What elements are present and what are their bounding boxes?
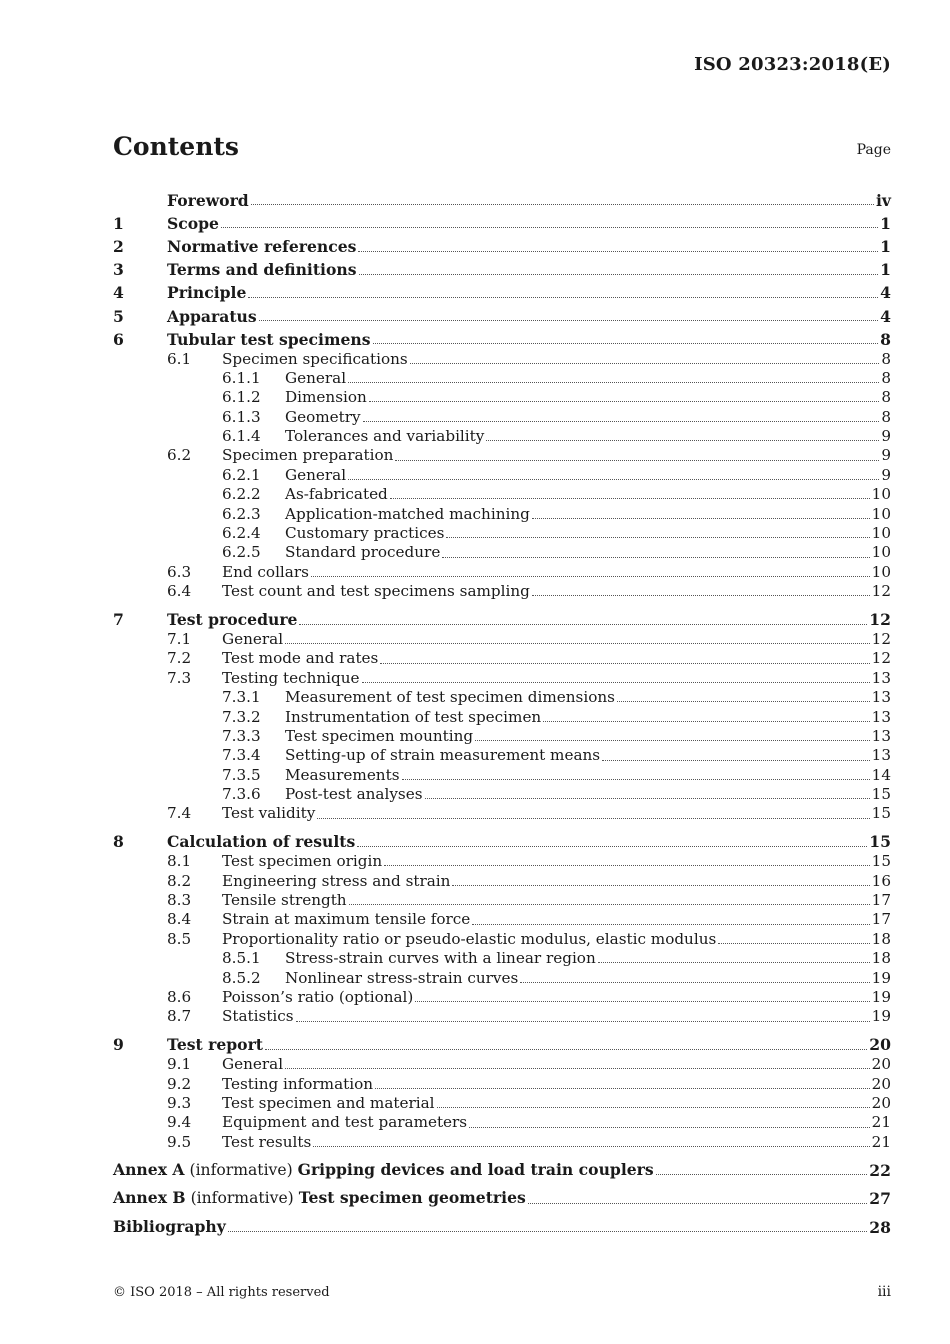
toc-entry[interactable] — [113, 522, 891, 541]
toc-entry[interactable] — [113, 764, 891, 783]
toc-entry-title: Test mode and rates — [222, 649, 379, 668]
toc-entry[interactable] — [113, 667, 891, 686]
dot-leader — [285, 1067, 870, 1069]
toc-entry-title: Test procedure — [167, 610, 298, 630]
toc-entry-title: Equipment and test parameters — [222, 1113, 468, 1132]
toc-entry-page: 15 — [871, 852, 891, 871]
toc-entry-number: 9.3 — [167, 1093, 192, 1112]
toc-entry-page: 13 — [871, 668, 891, 687]
toc-entry-title: Nonlinear stress-strain curves — [285, 968, 519, 987]
toc-entry[interactable] — [113, 367, 891, 386]
toc-entry-title: Test results — [222, 1132, 312, 1151]
toc-entry-page: 15 — [871, 785, 891, 804]
toc-entry-page: 14 — [871, 765, 891, 784]
toc-entry[interactable] — [113, 783, 891, 802]
toc-entry-title: General — [285, 465, 347, 484]
toc-entry[interactable] — [113, 1005, 891, 1024]
dot-leader — [285, 642, 870, 644]
toc-entry-title: Measurements — [285, 765, 400, 784]
dot-leader — [248, 296, 878, 298]
dot-leader — [718, 942, 869, 944]
toc-entry-page: 22 — [869, 1160, 891, 1180]
toc-entry-number: 6.1.2 — [222, 388, 261, 407]
dot-leader — [228, 1230, 868, 1232]
dot-leader — [437, 1106, 870, 1108]
dot-leader — [469, 1126, 870, 1128]
toc-entry-number: 4 — [113, 283, 124, 303]
toc-entry[interactable] — [113, 444, 891, 463]
dot-leader — [520, 981, 869, 983]
copyright-notice: © ISO 2018 – All rights reserved — [113, 1285, 330, 1300]
dot-leader — [348, 381, 879, 383]
toc-entry-number: 7.3.2 — [222, 707, 261, 726]
annex-note: (informative) — [184, 1160, 298, 1179]
toc-entry-page: 15 — [869, 832, 891, 852]
toc-entry[interactable] — [113, 580, 891, 599]
annex-title: Gripping devices and load train couplers — [297, 1159, 654, 1179]
toc-entry-page: 13 — [871, 707, 891, 726]
toc-entry-number: 8.2 — [167, 871, 192, 890]
toc-entry-title: Measurement of test specimen dimensions — [285, 688, 615, 707]
toc-entry-number: 8.6 — [167, 988, 192, 1006]
toc-entry-title — [113, 1190, 526, 1207]
toc-entry-number: 9.5 — [167, 1132, 192, 1151]
toc-entry-title: Tensile strength — [222, 891, 347, 910]
dot-leader — [358, 250, 878, 252]
annex-label: Annex A — [113, 1159, 185, 1179]
toc-entry[interactable] — [113, 822, 891, 850]
toc-entry-number: 9.2 — [167, 1074, 192, 1093]
toc-entry-page: 1 — [880, 260, 891, 280]
dot-leader — [452, 884, 869, 886]
toc-entry-number: 6 — [113, 329, 124, 349]
toc-entry[interactable] — [113, 725, 891, 744]
toc-entry-number: 7.1 — [167, 629, 192, 648]
toc-entry[interactable] — [113, 255, 891, 278]
toc-entry-page: 16 — [871, 871, 891, 890]
toc-entry-number: 7.3 — [167, 668, 192, 687]
toc-entry[interactable] — [113, 686, 891, 705]
toc-entry-number: 7.3.6 — [222, 785, 261, 804]
toc-entry-number: 8.5.1 — [222, 949, 261, 968]
dot-leader — [656, 1173, 868, 1175]
toc-entry-number: 6.1 — [167, 349, 192, 368]
toc-entry-page: 12 — [871, 582, 891, 601]
annex-title: Test specimen geometries — [298, 1188, 526, 1208]
toc-entry-number: 8.7 — [167, 1007, 192, 1026]
toc-entry-title: Test report — [167, 1035, 264, 1055]
toc-entry[interactable] — [113, 386, 891, 405]
toc-entry-page: 10 — [871, 562, 891, 581]
annex-label: Annex B — [113, 1188, 186, 1208]
toc-entry-number: 2 — [113, 236, 124, 256]
dot-leader — [311, 575, 870, 577]
toc-entry-page: 10 — [871, 485, 891, 504]
dot-leader — [446, 536, 869, 538]
toc-entry-number: 7.2 — [167, 649, 192, 668]
toc-entry[interactable] — [113, 483, 891, 502]
toc-entry[interactable] — [113, 185, 891, 208]
toc-entry-title: Foreword — [167, 190, 249, 210]
dot-leader — [313, 1145, 869, 1147]
page-column-label: Page — [856, 142, 891, 158]
toc-entry-title: Scope — [167, 213, 219, 233]
toc-entry-title: Tolerances and variability — [285, 427, 485, 446]
toc-entry[interactable] — [113, 1092, 891, 1111]
toc-entry-number: 9.1 — [167, 1055, 192, 1074]
toc-entry[interactable] — [113, 966, 891, 985]
toc-entry-number: 6.2.3 — [222, 504, 261, 523]
toc-entry[interactable] — [113, 647, 891, 666]
toc-entry[interactable] — [113, 324, 891, 347]
dot-leader — [317, 817, 869, 819]
dot-leader — [532, 594, 870, 596]
toc-entry-title: Test count and test specimens sampling — [222, 582, 530, 601]
toc-entry-number: 6.2.1 — [222, 465, 261, 484]
dot-leader — [375, 1087, 870, 1089]
toc-entry-number: 8.5.2 — [222, 968, 261, 987]
dot-leader — [349, 903, 870, 905]
toc-entry[interactable] — [113, 405, 891, 424]
toc-entry-page: 12 — [869, 610, 891, 630]
toc-entry-page: 1 — [880, 236, 891, 256]
dot-leader — [259, 319, 878, 321]
toc-entry[interactable] — [113, 208, 891, 231]
table-of-contents — [113, 185, 891, 1235]
toc-entry-title: Proportionality ratio or pseudo-elastic modulus, elastic modulus — [222, 929, 717, 948]
toc-entry-title: Engineering stress and strain — [222, 871, 451, 890]
dot-leader — [373, 342, 879, 344]
toc-entry-page: 8 — [880, 329, 891, 349]
toc-entry-page: 4 — [880, 306, 891, 326]
toc-entry-page: 4 — [880, 283, 891, 303]
toc-entry-page: 8 — [881, 349, 891, 368]
toc-entry-title: Strain at maximum tensile force — [222, 910, 471, 929]
toc-entry[interactable] — [113, 928, 891, 947]
toc-entry-page: 20 — [871, 1055, 891, 1074]
toc-entry[interactable] — [113, 502, 891, 521]
toc-entry-page: 9 — [881, 465, 891, 484]
toc-entry-page: 10 — [871, 524, 891, 543]
dot-leader — [384, 864, 870, 866]
toc-entry-title: Standard procedure — [285, 543, 441, 562]
dot-leader — [362, 681, 870, 683]
dot-leader — [543, 720, 869, 722]
toc-entry-number: 7.3.5 — [222, 765, 261, 784]
toc-entry[interactable] — [113, 1131, 891, 1150]
toc-entry-title: General — [222, 629, 284, 648]
dot-leader — [442, 556, 869, 558]
annex-note: (informative) — [185, 1189, 299, 1208]
toc-entry-page: 21 — [871, 1113, 891, 1132]
toc-entry[interactable] — [113, 1053, 891, 1072]
dot-leader — [390, 497, 870, 499]
toc-entry-page: 19 — [871, 968, 891, 987]
toc-entry-page: 20 — [871, 1093, 891, 1112]
toc-entry-number: 6.3 — [167, 562, 192, 581]
toc-entry-title: Customary practices — [285, 524, 445, 543]
toc-entry-page: 18 — [871, 929, 891, 948]
toc-entry-title: Stress-strain curves with a linear region — [285, 949, 596, 968]
toc-entry-page: 17 — [871, 910, 891, 929]
toc-entry[interactable] — [113, 947, 891, 966]
dot-leader — [415, 1000, 869, 1002]
page-number: iii — [877, 1284, 891, 1300]
toc-entry-number: 3 — [113, 260, 124, 280]
toc-entry-page: 13 — [871, 726, 891, 745]
toc-entry-title: Specimen specifications — [222, 349, 408, 368]
dot-leader — [221, 226, 878, 228]
page-title: Contents — [113, 132, 240, 161]
toc-entry-title: Test specimen origin — [222, 852, 383, 871]
toc-entry-number: 7 — [113, 610, 124, 630]
toc-entry-page: 8 — [881, 388, 891, 407]
dot-leader — [617, 700, 870, 702]
toc-entry[interactable] — [113, 1111, 891, 1130]
toc-entry-page: 8 — [881, 368, 891, 387]
toc-entry-title: Tubular test specimens — [167, 329, 371, 349]
toc-entry-title: Specimen preparation — [222, 446, 394, 465]
toc-entry-title: Test specimen mounting — [285, 726, 474, 745]
dot-leader — [486, 439, 879, 441]
toc-entry-number: 8.1 — [167, 852, 192, 871]
toc-entry-number: 8 — [113, 832, 124, 852]
dot-leader — [348, 478, 879, 480]
toc-entry-page: 28 — [869, 1217, 891, 1237]
dot-leader — [532, 517, 870, 519]
toc-entry-title: As-fabricated — [285, 485, 388, 504]
toc-entry-number: 7.3.4 — [222, 746, 261, 765]
toc-entry[interactable] — [113, 869, 891, 888]
document-id: ISO 20323:2018(E) — [694, 54, 891, 75]
toc-entry-page: 27 — [869, 1189, 891, 1209]
toc-entry-page: 10 — [871, 504, 891, 523]
toc-entry-number: 6.2 — [167, 446, 192, 465]
toc-entry-page: 12 — [871, 649, 891, 668]
toc-entry[interactable] — [113, 889, 891, 908]
toc-entry-title: Testing technique — [222, 668, 360, 687]
toc-entry-title: Geometry — [285, 407, 361, 426]
toc-entry[interactable] — [113, 850, 891, 869]
toc-entry[interactable] — [113, 541, 891, 560]
toc-entry-number: 8.4 — [167, 910, 192, 929]
toc-entry-title — [113, 1216, 226, 1236]
toc-entry[interactable] — [113, 1150, 891, 1178]
toc-entry-number: 6.4 — [167, 582, 192, 601]
toc-entry-title: Principle — [167, 283, 247, 303]
toc-entry-title: Dimension — [285, 388, 367, 407]
toc-entry-page: 13 — [871, 746, 891, 765]
toc-entry[interactable] — [113, 425, 891, 444]
toc-entry-title: Calculation of results — [167, 832, 356, 852]
dot-leader — [265, 1048, 867, 1050]
toc-entry-title: Setting-up of strain measurement means — [285, 746, 601, 765]
toc-entry-number: 7.3.1 — [222, 688, 261, 707]
toc-entry[interactable] — [113, 1025, 891, 1053]
dot-leader — [380, 662, 869, 664]
toc-entry-number: 6.2.5 — [222, 543, 261, 562]
toc-entry-number: 5 — [113, 306, 124, 326]
toc-entry-number: 8.5 — [167, 929, 192, 948]
dot-leader — [357, 845, 867, 847]
annex-title: Bibliography — [113, 1216, 226, 1236]
toc-entry[interactable] — [113, 301, 891, 324]
toc-entry[interactable] — [113, 986, 891, 1005]
toc-entry[interactable] — [113, 599, 891, 630]
toc-entry-page: iv — [876, 190, 891, 210]
dot-leader — [402, 778, 870, 780]
toc-entry[interactable] — [113, 464, 891, 483]
toc-entry[interactable] — [113, 908, 891, 927]
dot-leader — [475, 739, 870, 741]
toc-entry-number: 6.1.4 — [222, 427, 261, 446]
dot-leader — [528, 1202, 868, 1204]
dot-leader — [598, 961, 870, 963]
toc-entry-title: Terms and definitions — [167, 260, 357, 280]
dot-leader — [296, 1020, 870, 1022]
toc-entry-page: 9 — [881, 446, 891, 465]
toc-entry-title: Application-matched machining — [285, 504, 530, 523]
toc-entry[interactable] — [113, 347, 891, 366]
toc-entry-number: 9 — [113, 1035, 124, 1055]
toc-entry-page: 19 — [871, 1007, 891, 1026]
toc-entry-number: 1 — [113, 213, 124, 233]
toc-entry-page: 19 — [871, 988, 891, 1006]
toc-entry-number: 6.2.4 — [222, 524, 261, 543]
toc-entry-title: General — [222, 1055, 284, 1074]
toc-entry-number: 7.4 — [167, 804, 192, 823]
toc-entry[interactable] — [113, 1207, 891, 1235]
toc-entry-page: 10 — [871, 543, 891, 562]
dot-leader — [410, 362, 880, 364]
dot-leader — [472, 923, 869, 925]
toc-entry[interactable] — [113, 1072, 891, 1091]
toc-entry[interactable] — [113, 802, 891, 821]
toc-entry-page: 21 — [871, 1132, 891, 1151]
toc-entry-title: Test validity — [222, 804, 316, 823]
toc-entry-page: 20 — [871, 1074, 891, 1093]
toc-entry-page: 1 — [880, 213, 891, 233]
toc-entry[interactable] — [113, 561, 891, 580]
dot-leader — [395, 459, 879, 461]
dot-leader — [602, 759, 870, 761]
toc-entry-number: 8.3 — [167, 891, 192, 910]
toc-entry-page: 12 — [871, 629, 891, 648]
toc-entry-title: Testing information — [222, 1074, 374, 1093]
toc-entry-number: 6.1.3 — [222, 407, 261, 426]
toc-entry-title: Normative references — [167, 236, 357, 256]
toc-entry-title: Poisson’s ratio (optional) — [222, 988, 414, 1006]
toc-entry-page: 18 — [871, 949, 891, 968]
toc-entry-page: 17 — [871, 891, 891, 910]
toc-entry-title: Apparatus — [167, 306, 257, 326]
toc-entry-number: 6.1.1 — [222, 368, 261, 387]
toc-entry[interactable] — [113, 628, 891, 647]
toc-entry-title: Post-test analyses — [285, 785, 423, 804]
toc-entry-number: 9.4 — [167, 1113, 192, 1132]
toc-entry-page: 9 — [881, 427, 891, 446]
toc-entry-page: 8 — [881, 407, 891, 426]
dot-leader — [425, 797, 870, 799]
toc-entry-title: General — [285, 368, 347, 387]
toc-entry-number: 7.3.3 — [222, 726, 261, 745]
toc-entry[interactable] — [113, 705, 891, 724]
toc-entry[interactable] — [113, 231, 891, 254]
toc-entry-page: 15 — [871, 804, 891, 823]
toc-entry[interactable] — [113, 1178, 891, 1209]
toc-entry-title: Test specimen and material — [222, 1093, 435, 1112]
toc-entry-page: 20 — [869, 1035, 891, 1055]
toc-entry-title: Instrumentation of test specimen — [285, 707, 542, 726]
toc-entry-number: 6.2.2 — [222, 485, 261, 504]
dot-leader — [363, 420, 880, 422]
toc-entry-title: Statistics — [222, 1007, 294, 1026]
dot-leader — [251, 203, 874, 205]
dot-leader — [359, 273, 879, 275]
toc-entry-page: 13 — [871, 688, 891, 707]
toc-entry[interactable] — [113, 278, 891, 301]
dot-leader — [369, 400, 880, 402]
toc-entry-title — [113, 1159, 654, 1179]
toc-entry-title: End collars — [222, 562, 309, 581]
dot-leader — [299, 623, 867, 625]
toc-entry[interactable] — [113, 744, 891, 763]
